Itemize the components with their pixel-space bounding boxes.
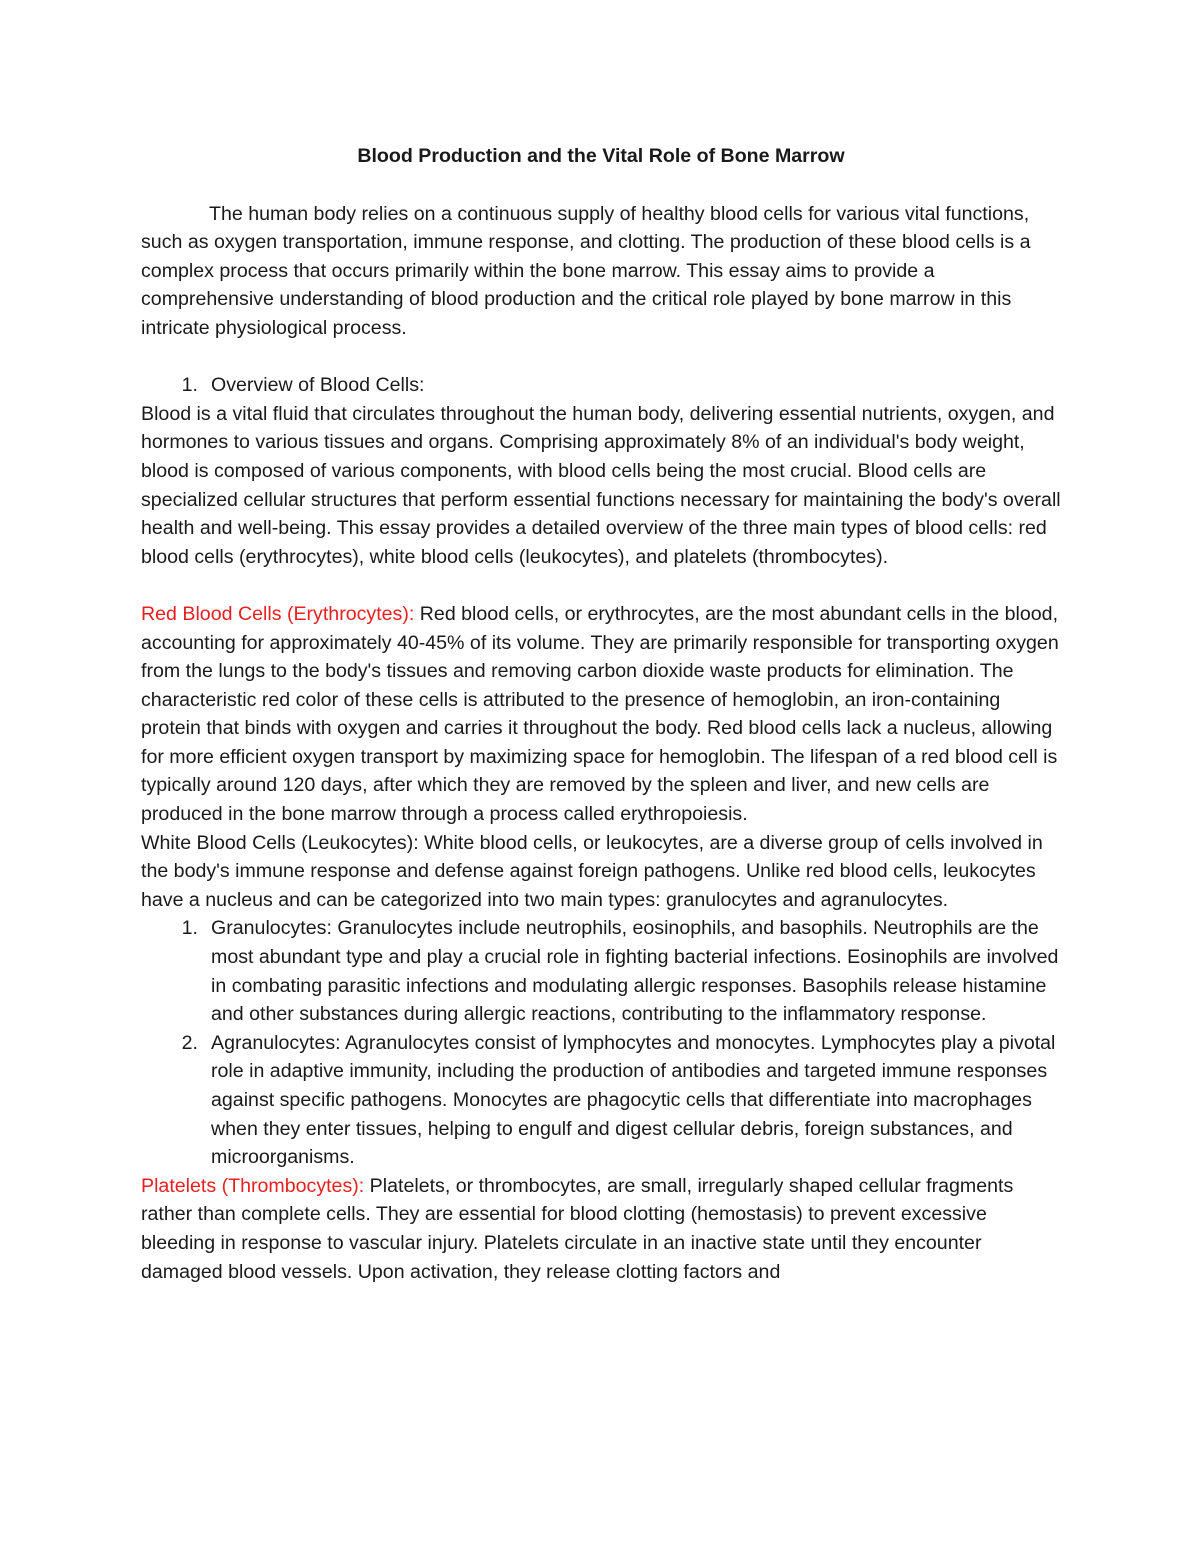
list-item-text: Agranulocytes: Agranulocytes consist of lymphocytes and monocytes. Lymphocytes play a pivotal role in adaptive immunity, including the production of antibodies and targeted immune responses against specific pathogens. Monocytes are phagocytic cells that differentiate into macrophages when they enter tissues, helping to engulf and digest cellular debris, foreign substances, and microorganisms. — [211, 1031, 1056, 1169]
list-number: 2. — [181, 1031, 198, 1054]
list-item-agranulocytes — [141, 1029, 1061, 1172]
wbc-paragraph: White Blood Cells (Leukocytes): White blood cells, or leukocytes, are a diverse group of cells involved in the body's immune response and defense against foreign pathogens. Unlike red blood cells, leukocytes have a nucleus and can be categorized into two main types: granulocytes and agranulocytes. — [141, 831, 1043, 911]
document-title: Blood Production and the Vital Role of Bone Marrow — [357, 145, 845, 167]
platelets-text: Platelets, or thrombocytes, are small, irregularly shaped cellular fragments rather than complete cells. They are essential for blood clotting (hemostasis) to prevent excessive bleeding in response to vascular injury. Platelets circulate in an inactive state until they encounter damaged blood vessels. Upon activation, they release clotting factors and — [141, 1174, 1014, 1283]
spacer — [141, 571, 1061, 600]
intro-paragraph: The human body relies on a continuous supply of healthy blood cells for various vital functions, such as oxygen transportation, immune response, and clotting. The production of these blood cells is a complex process that occurs primarily within the bone marrow. This essay aims to provide a comprehensive understanding of blood production and the critical role played by bone marrow in this intricate physiological process. — [141, 202, 1031, 339]
platelets-paragraph — [141, 1172, 1061, 1286]
rbc-label: Red Blood Cells (Erythrocytes): — [141, 602, 415, 625]
section-heading-overview — [141, 371, 1061, 400]
rbc-text: Red blood cells, or erythrocytes, are the most abundant cells in the blood, accounting for approximately 40-45% of its volume. They are primarily responsible for transporting oxygen from the lungs to the body's tissues and removing carbon dioxide waste products for elimination. The characteristic red color of these cells is attributed to the presence of hemoglobin, an iron-containing protein that binds with oxygen and carries it throughout the body. Red blood cells lack a nucleus, allowing for more efficient oxygen transport by maximizing space for hemoglobin. The lifespan of a red blood cell is typically around 120 days, after which they are removed by the spleen and liver, and new cells are produced in the bone marrow through a process called erythropoiesis. — [141, 602, 1059, 826]
overview-paragraph: Blood is a vital fluid that circulates throughout the human body, delivering essential nutrients, oxygen, and hormones to various tissues and organs. Comprising approximately 8% of an individual's body weight, blood is composed of various components, with blood cells being the most crucial. Blood cells are specialized cellular structures that perform essential functions necessary for maintaining the body's overall health and well-being. This essay provides a detailed overview of the three main types of blood cells: red blood cells (erythrocytes), white blood cells (leukocytes), and platelets (thrombocytes). — [141, 402, 1061, 568]
rbc-paragraph — [141, 600, 1061, 829]
list-number: 1. — [181, 374, 198, 397]
section-heading-text: Overview of Blood Cells: — [211, 374, 425, 397]
spacer — [141, 343, 1061, 372]
list-number: 1. — [181, 917, 198, 940]
document-page — [141, 142, 1061, 1286]
list-item-text: Granulocytes: Granulocytes include neutrophils, eosinophils, and basophils. Neutrophils are the most abundant type and play a crucial role in fighting bacterial infections. Eosinophils are involved in combating parasitic infections and modulating allergic responses. Basophils release histamine and other substances during allergic reactions, contributing to the inflammatory response. — [211, 917, 1059, 1026]
platelets-label: Platelets (Thrombocytes): — [141, 1174, 365, 1197]
list-item-granulocytes — [141, 914, 1061, 1028]
